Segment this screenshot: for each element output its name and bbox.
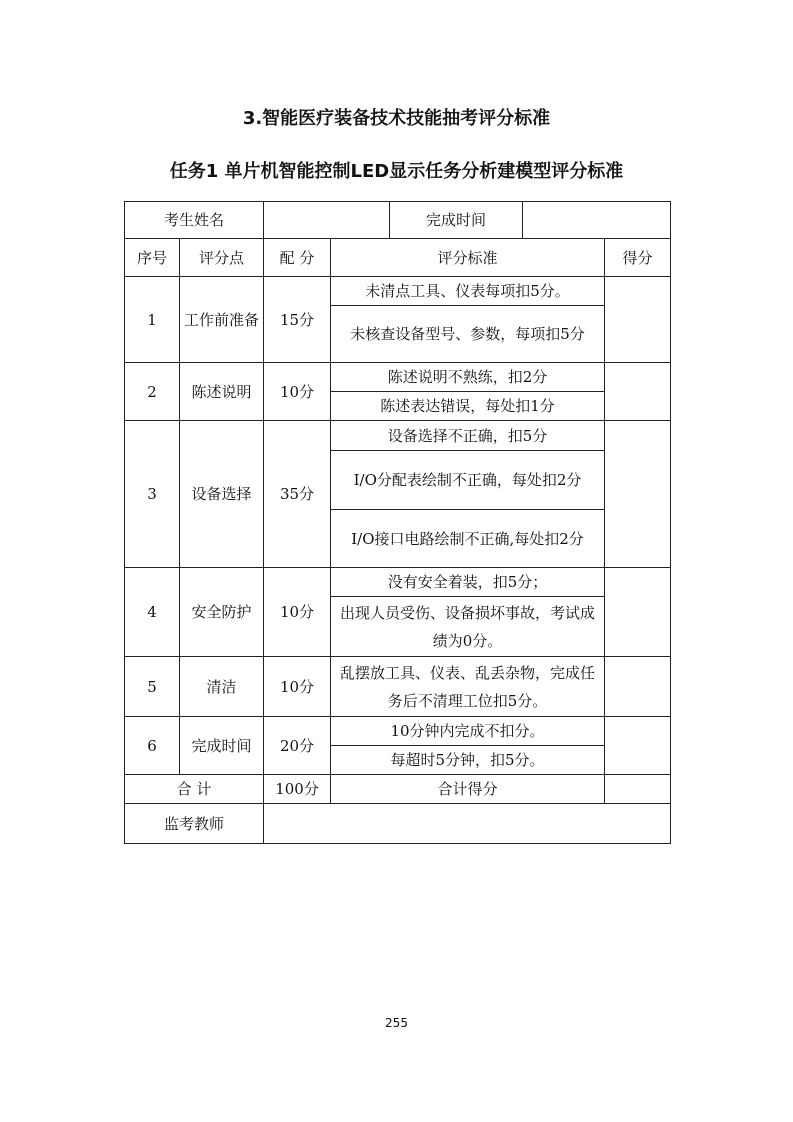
row-no: 4 [125,568,180,657]
total-score: 100分 [264,775,331,804]
total-points-label: 合计得分 [331,775,605,804]
row-point: 清洁 [180,657,264,717]
row-score: 10分 [264,657,331,717]
row-point: 工作前准备 [180,277,264,363]
row-criterion: 陈述说明不熟练，扣2分 [331,363,605,392]
supervisor-value[interactable] [264,804,671,844]
page-number: 255 [385,1016,408,1030]
table-row [125,568,671,597]
row-no: 5 [125,657,180,717]
row-criterion: 每超时5分钟，扣5分。 [331,746,605,775]
row-criterion: 陈述表达错误，每处扣1分 [331,392,605,421]
header-no: 序号 [125,239,180,277]
table-row [125,657,671,717]
row-criterion: 没有安全着装，扣5分； [331,568,605,597]
row-point: 安全防护 [180,568,264,657]
table-row [125,363,671,392]
row-criterion: 10分钟内完成不扣分。 [331,717,605,746]
row-score: 10分 [264,363,331,421]
row-obtained[interactable] [605,717,671,775]
row-point: 陈述说明 [180,363,264,421]
row-obtained[interactable] [605,568,671,657]
total-obtained[interactable] [605,775,671,804]
header-point: 评分点 [180,239,264,277]
completion-time-label: 完成时间 [390,202,523,239]
header-criteria: 评分标准 [331,239,605,277]
row-point: 完成时间 [180,717,264,775]
total-label: 合 计 [125,775,264,804]
table-row [125,717,671,746]
table-row [125,421,671,451]
header-score: 配 分 [264,239,331,277]
row-obtained[interactable] [605,363,671,421]
row-criterion: 出现人员受伤、设备损坏事故，考试成绩为0分。 [331,597,605,657]
row-score: 35分 [264,421,331,568]
row-criterion: 未核查设备型号、参数，每项扣5分 [331,306,605,363]
row-score: 15分 [264,277,331,363]
supervisor-row [125,804,671,844]
student-name-label: 考生姓名 [125,202,264,239]
row-score: 20分 [264,717,331,775]
scoring-table [124,201,671,844]
header-row [125,239,671,277]
info-row [125,202,671,239]
document-heading: 3.智能医疗装备技术技能抽考评分标准 [242,108,551,129]
row-no: 1 [125,277,180,363]
header-obtained: 得分 [605,239,671,277]
row-point: 设备选择 [180,421,264,568]
row-criterion: I/O接口电路绘制不正确,每处扣2分 [331,510,605,568]
row-criterion: I/O分配表绘制不正确，每处扣2分 [331,451,605,510]
total-row [125,775,671,804]
student-name-value[interactable] [264,202,390,239]
row-no: 3 [125,421,180,568]
row-no: 6 [125,717,180,775]
row-score: 10分 [264,568,331,657]
row-obtained[interactable] [605,277,671,363]
row-obtained[interactable] [605,657,671,717]
completion-time-value[interactable] [523,202,671,239]
row-obtained[interactable] [605,421,671,568]
supervisor-label: 监考教师 [125,804,264,844]
row-criterion: 未清点工具、仪表每项扣5分。 [331,277,605,306]
row-no: 2 [125,363,180,421]
row-criterion: 乱摆放工具、仪表、乱丢杂物，完成任务后不清理工位扣5分。 [331,657,605,717]
task-title: 任务1 单片机智能控制LED显示任务分析建模型评分标准 [169,161,624,182]
table-row [125,277,671,306]
row-criterion: 设备选择不正确，扣5分 [331,421,605,451]
